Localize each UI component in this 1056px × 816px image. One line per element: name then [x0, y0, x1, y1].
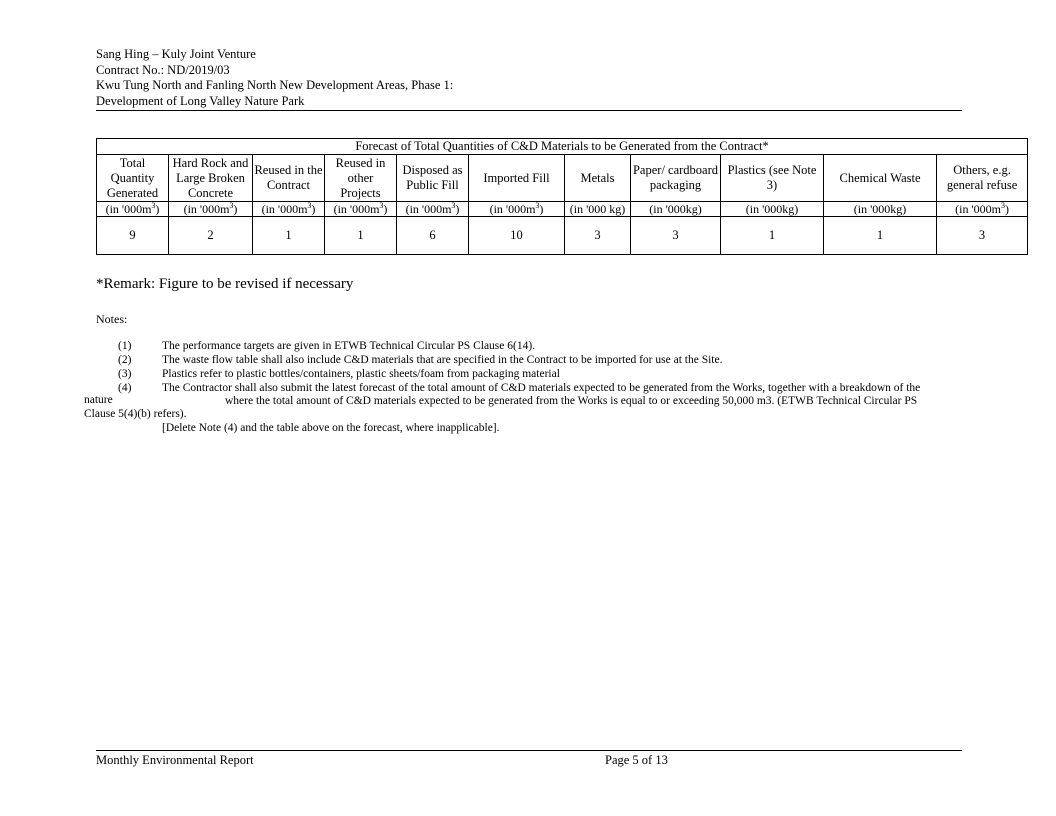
note-text: The waste flow table shall also include C&D materials that are specified in the Contract to be imported for use at the Site.: [162, 354, 723, 366]
note-number: (2): [118, 354, 132, 366]
note-text: The Contractor shall also submit the latest forecast of the total amount of C&D materials expected to be generated from the Works, together with a breakdown of the: [162, 382, 921, 394]
note4-nature: nature: [84, 394, 113, 406]
note-number: (3): [118, 368, 132, 380]
unit-suffix: ): [1004, 201, 1009, 216]
unit-suffix: ): [539, 201, 544, 216]
column-unit: [937, 202, 1028, 217]
column-value: 3: [937, 217, 1028, 255]
header-divider: [96, 110, 962, 111]
unit-superscript: 3: [229, 201, 234, 210]
note-text: The performance targets are given in ETWB Technical Circular PS Clause 6(14).: [162, 340, 536, 352]
unit-prefix: (in '000m: [183, 201, 230, 216]
column-value: 6: [397, 217, 469, 255]
table-unit-row: [97, 202, 1028, 217]
column-value: 1: [824, 217, 937, 255]
column-unit: [97, 202, 169, 217]
column-unit: [325, 202, 397, 217]
note-number: (4): [118, 382, 132, 394]
unit-superscript: 3: [1000, 201, 1005, 210]
column-header: Metals: [565, 155, 631, 202]
unit-prefix: (in '000m: [955, 201, 1001, 216]
column-unit: [169, 202, 253, 217]
note4-continuation: where the total amount of C&D materials expected to be generated from the Works is equal to or exceeding 50,000 m3. (ETWB Technical Circular PS: [225, 395, 918, 407]
unit-suffix: ): [383, 201, 388, 216]
remark-text: *Remark: Figure to be revised if necessary: [96, 276, 354, 292]
document-header: [96, 47, 962, 109]
header-subproject: Development of Long Valley Nature Park: [96, 93, 305, 108]
forecast-table: [96, 138, 1028, 255]
column-value: 9: [97, 217, 169, 255]
delete-note-instruction: [Delete Note (4) and the table above on the forecast, where inapplicable].: [162, 422, 500, 434]
unit-prefix: (in '000m: [489, 201, 536, 216]
table-header-row: [97, 155, 1028, 202]
column-header: Total Quantity Generated: [97, 155, 169, 202]
column-unit: [565, 202, 631, 217]
unit-prefix: (in '000 kg): [569, 201, 626, 216]
unit-suffix: ): [311, 201, 316, 216]
column-value: 2: [169, 217, 253, 255]
unit-superscript: 3: [451, 201, 456, 210]
footer-page-number: Page 5 of 13: [605, 753, 668, 767]
column-unit: [631, 202, 721, 217]
header-contract-no: Contract No.: ND/2019/03: [96, 62, 230, 77]
header-project: Kwu Tung North and Fanling North New Development Areas, Phase 1:: [96, 78, 454, 92]
column-header: Reused in other Projects: [325, 155, 397, 202]
column-header: Reused in the Contract: [253, 155, 325, 202]
unit-suffix: ): [233, 201, 238, 216]
column-value: 1: [721, 217, 824, 255]
column-unit: [721, 202, 824, 217]
unit-prefix: (in '000m: [105, 201, 152, 216]
column-header: Disposed as Public Fill: [397, 155, 469, 202]
column-value: 1: [253, 217, 325, 255]
column-value: 3: [631, 217, 721, 255]
column-value: 10: [469, 217, 565, 255]
table-title: Forecast of Total Quantities of C&D Materials to be Generated from the Contract*: [97, 139, 1028, 155]
column-header: Plastics (see Note 3): [721, 155, 824, 202]
unit-prefix: (in '000m: [405, 201, 452, 216]
unit-superscript: 3: [535, 201, 540, 210]
note-number: (1): [118, 340, 132, 352]
column-unit: [824, 202, 937, 217]
column-unit: [397, 202, 469, 217]
table-value-row: [97, 217, 1028, 255]
footer-divider: [96, 750, 962, 751]
unit-prefix: (in '000m: [333, 201, 380, 216]
column-unit: [253, 202, 325, 217]
unit-superscript: 3: [379, 201, 384, 210]
unit-suffix: ): [455, 201, 460, 216]
column-value: 1: [325, 217, 397, 255]
unit-prefix: (in '000kg): [745, 201, 799, 216]
column-header: Paper/ cardboard packaging: [631, 155, 721, 202]
unit-superscript: 3: [151, 201, 156, 210]
column-header: Others, e.g. general refuse: [937, 155, 1028, 202]
unit-prefix: (in '000m: [261, 201, 308, 216]
column-unit: [469, 202, 565, 217]
column-header: Chemical Waste: [824, 155, 937, 202]
unit-prefix: (in '000kg): [649, 201, 702, 216]
note-text: Plastics refer to plastic bottles/containers, plastic sheets/foam from packaging material: [162, 368, 560, 380]
column-header: Hard Rock and Large Broken Concrete: [169, 155, 253, 202]
column-value: 3: [565, 217, 631, 255]
note4-clause: Clause 5(4)(b) refers).: [84, 408, 187, 420]
unit-superscript: 3: [307, 201, 312, 210]
footer-report-title: Monthly Environmental Report: [96, 753, 254, 767]
unit-suffix: ): [155, 201, 160, 216]
column-header: Imported Fill: [469, 155, 565, 202]
unit-prefix: (in '000kg): [853, 201, 907, 216]
notes-label: Notes:: [96, 312, 128, 326]
header-company: Sang Hing – Kuly Joint Venture: [96, 47, 256, 61]
